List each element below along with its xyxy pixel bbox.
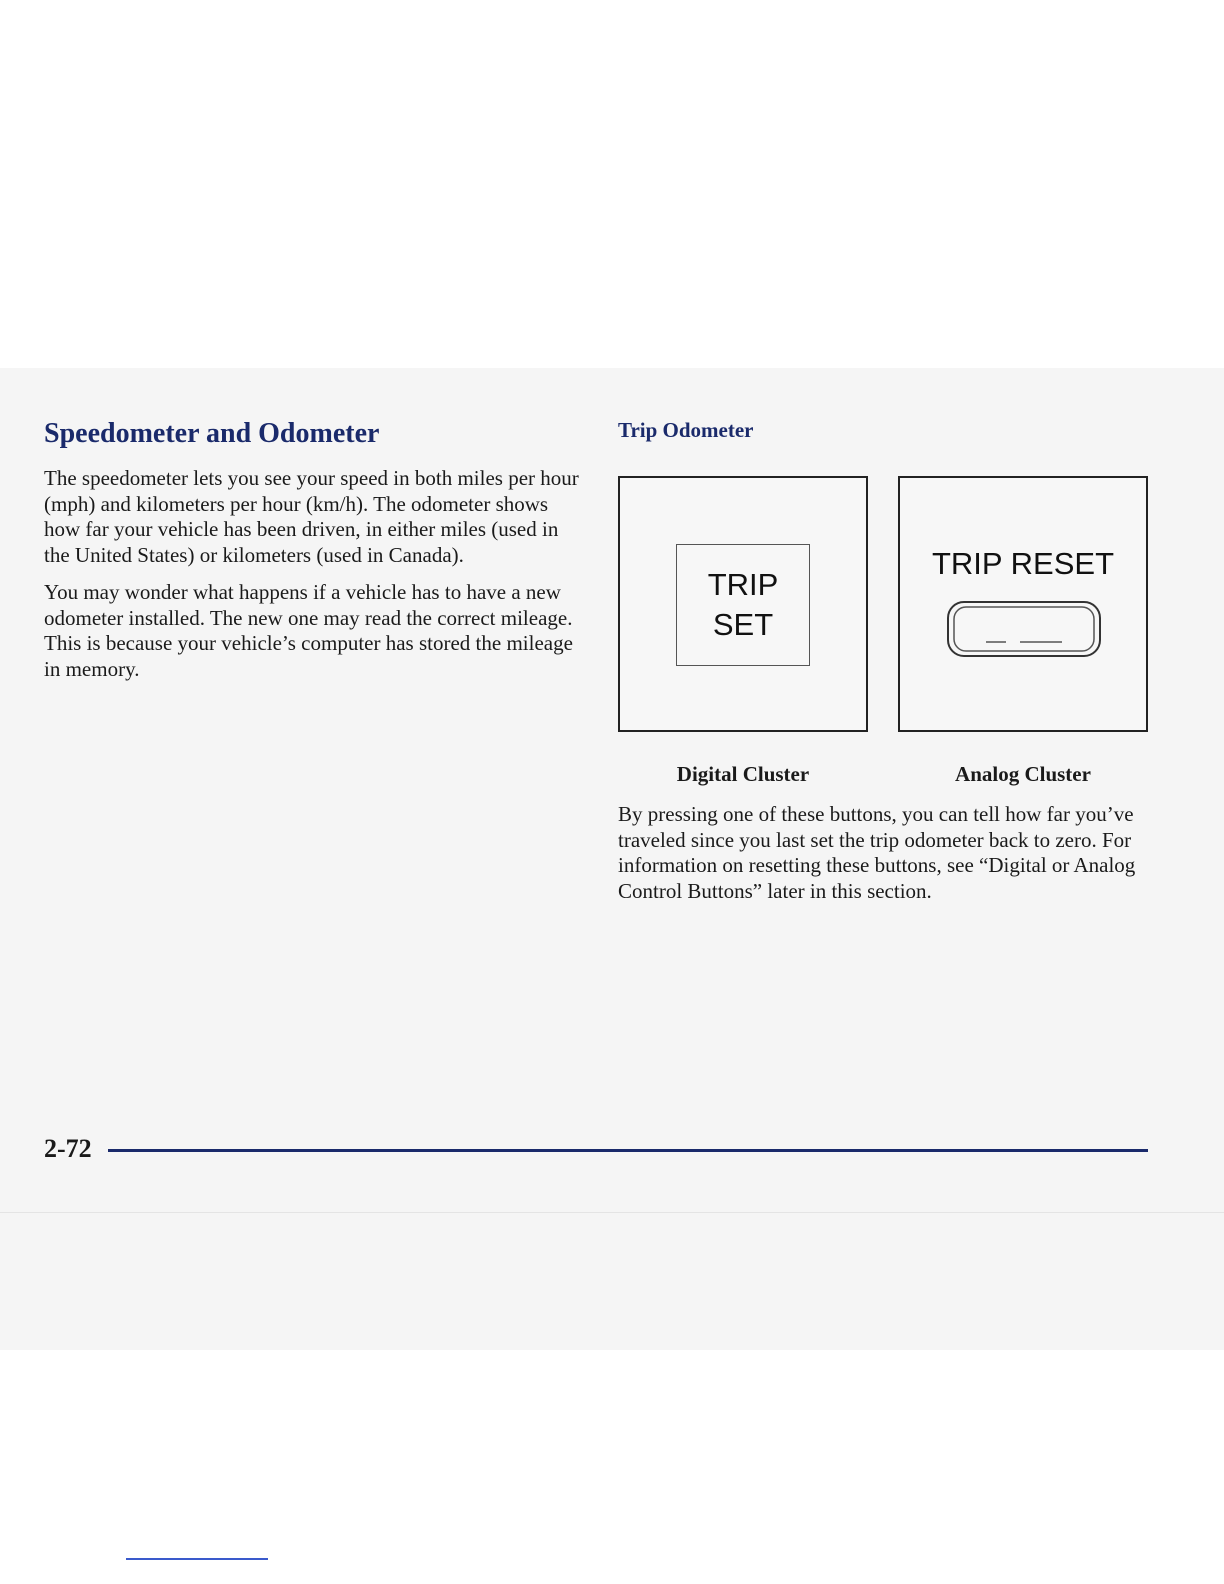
speedometer-paragraph-1: The speedometer lets you see your speed in both miles per hour (mph) and kilometers per hour (km/h). The odometer shows how far your vehicle has been driven, in either miles (used in the United States) or kilometers (used in Canada). <box>44 466 579 567</box>
bottom-link-stub <box>126 1558 268 1560</box>
trip-set-line-1: TRIP <box>707 567 779 602</box>
reset-knob-icon <box>944 598 1104 662</box>
speedometer-section <box>44 418 584 694</box>
analog-cluster-caption: Analog Cluster <box>955 762 1091 786</box>
scan-edge-line <box>0 1212 1224 1213</box>
trip-set-line-2: SET <box>712 607 774 642</box>
trip-odometer-title: Trip Odometer <box>618 418 754 442</box>
section-title: Speedometer and Odometer <box>44 418 380 449</box>
analog-cluster-figure <box>898 476 1148 732</box>
trip-odometer-text <box>618 802 1158 916</box>
trip-reset-label: TRIP RESET <box>931 546 1115 581</box>
footer-rule <box>108 1149 1148 1152</box>
trip-odometer-paragraph: By pressing one of these buttons, you can tell how far you’ve traveled since you last set the trip odometer back to zero. For information on resetting these buttons, see “Digital or Analog Control Buttons” later in this section. <box>618 802 1136 903</box>
trip-set-button-illustration <box>676 544 810 666</box>
speedometer-paragraph-2: You may wonder what happens if a vehicle has to have a new odometer installed. The new one may read the correct mileage. This is because your vehicle’s computer has stored the mileage in memory. <box>44 580 573 681</box>
digital-cluster-figure <box>618 476 868 732</box>
page-number: 2-72 <box>44 1134 92 1163</box>
digital-cluster-caption: Digital Cluster <box>676 762 810 786</box>
trip-odometer-heading-block <box>618 418 1153 443</box>
